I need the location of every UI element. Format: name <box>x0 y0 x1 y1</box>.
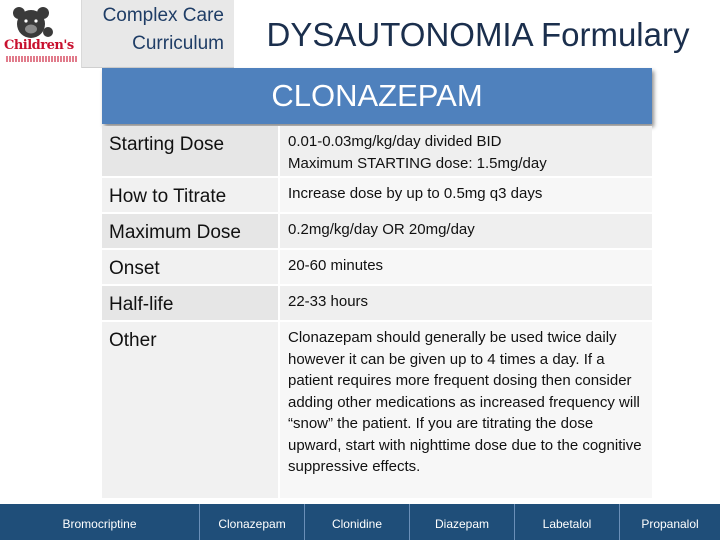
nav-item-bromocriptine[interactable]: Bromocriptine <box>0 504 200 540</box>
drug-info-table <box>102 126 652 498</box>
drug-title-band <box>102 68 652 124</box>
table-row-starting-dose <box>102 126 652 178</box>
curriculum-line-1: Complex Care <box>102 5 224 26</box>
row-label: Starting Dose <box>102 126 280 176</box>
row-label: Half-life <box>102 286 280 320</box>
row-value: 20-60 minutes <box>280 250 652 284</box>
table-row-onset <box>102 250 652 286</box>
nav-item-diazepam[interactable]: Diazepam <box>410 504 515 540</box>
row-value: 0.01-0.03mg/kg/day divided BID Maximum STARTING dose: 1.5mg/day <box>280 126 652 176</box>
row-label: How to Titrate <box>102 178 280 212</box>
row-label: Other <box>102 322 280 498</box>
table-row-other <box>102 322 652 498</box>
row-label: Maximum Dose <box>102 214 280 248</box>
drug-name: CLONAZEPAM <box>271 78 483 113</box>
row-label: Onset <box>102 250 280 284</box>
nav-item-clonidine[interactable]: Clonidine <box>305 504 410 540</box>
nav-item-labetalol[interactable]: Labetalol <box>515 504 620 540</box>
bear-logo-icon <box>8 4 54 42</box>
nav-item-propanalol[interactable]: Propanalol <box>641 517 699 531</box>
page-title: DYSAUTONOMIA Formulary <box>266 16 690 53</box>
childrens-logo <box>0 0 82 68</box>
curriculum-line-2: Curriculum <box>132 33 224 54</box>
curriculum-label <box>82 0 234 68</box>
table-row-half-life <box>102 286 652 322</box>
row-value: 0.2mg/kg/day OR 20mg/day <box>280 214 652 248</box>
drug-nav-bar <box>0 504 720 540</box>
row-value: 22-33 hours <box>280 286 652 320</box>
row-value: Clonazepam should generally be used twice daily however it can be given up to 4 times a day. If a patient requires more frequent dosing then consider adding other medications as increased frequency will “snow” the patient. If you are titrating the dose upward, start with nighttime dose due to the cognitive suppressive effects. <box>280 322 652 498</box>
table-row-maximum-dose <box>102 214 652 250</box>
logo-tagline-decoration <box>6 56 78 62</box>
logo-wordmark: Children's <box>4 38 74 53</box>
nav-item-clonazepam[interactable]: Clonazepam <box>200 504 305 540</box>
table-row-titrate <box>102 178 652 214</box>
row-value: Increase dose by up to 0.5mg q3 days <box>280 178 652 212</box>
